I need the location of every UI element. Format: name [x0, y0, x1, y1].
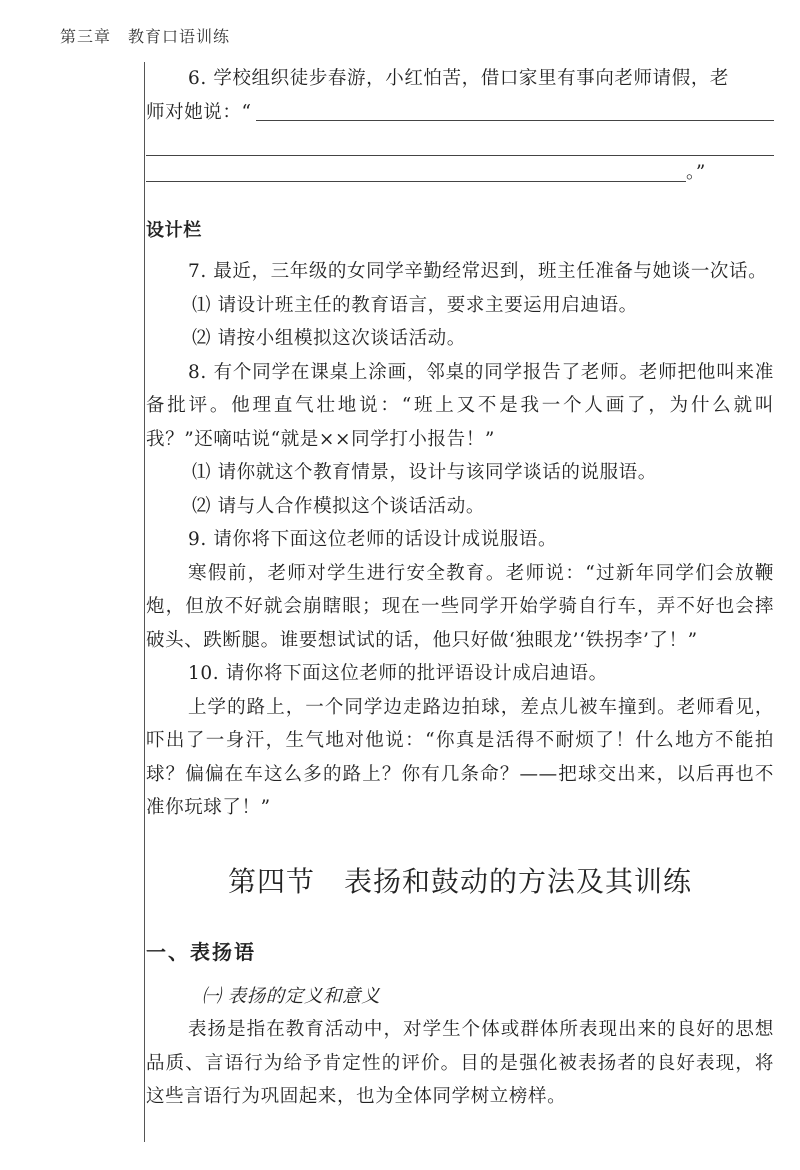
part-subheading: ㈠ 表扬的定义和意义	[202, 985, 381, 1007]
question-7: 7. 最近，三年级的女同学辛勤经常迟到，班主任准备与她谈一次话。	[188, 261, 768, 282]
question-6-closing: 。”	[686, 162, 706, 183]
question-7-sub1: ⑴ 请设计班主任的教育语言，要求主要运用启迪语。	[192, 294, 638, 316]
question-10: 10. 请你将下面这位老师的批评语设计成启迪语。	[188, 663, 608, 684]
question-6-line1: 6. 学校组织徒步春游，小红怕苦，借口家里有事向老师请假，老	[188, 68, 730, 89]
question-10-scenario: 上学的路上，一个同学边走路边拍球，差点儿被车撞到。老师看见，吓出了一身汗，生气地对他说：“你真是活得不耐烦了！什么地方不能拍球？偏偏在车这么多的路上？你有几条命？——把球交出来，以后再也不准你玩球了！”	[146, 696, 774, 818]
question-6-line4	[146, 156, 774, 190]
chapter-header: 第三章 教育口语训练	[60, 27, 231, 46]
question-9: 9. 请你将下面这位老师的话设计成说服语。	[188, 529, 558, 550]
part-body: 表扬是指在教育活动中，对学生个体或群体所表现出来的良好的思想品质、言语行为给予肯定性的评价。目的是强化被表扬者的良好表现，将这些言语行为巩固起来，也为全体同学树立榜样。	[146, 1019, 774, 1107]
question-8-sub2: ⑵ 请与人合作模拟这个谈话活动。	[192, 495, 485, 517]
page-content	[146, 62, 774, 1114]
answer-blank-2[interactable]	[146, 129, 774, 156]
question-8-sub1: ⑴ 请你就这个教育情景，设计与该同学谈话的说服语。	[192, 462, 657, 483]
left-margin-rule	[144, 62, 145, 1142]
question-7-sub2: ⑵ 请按小组模拟这次谈话活动。	[192, 328, 466, 349]
question-6-prefix: 师对她说：“	[146, 101, 252, 123]
part-heading: 一、表扬语	[146, 940, 256, 964]
answer-blank-1[interactable]	[256, 120, 774, 121]
question-9-scenario: 寒假前，老师对学生进行安全教育。老师说：“过新年同学们会放鞭炮，但放不好就会崩瞎眼；现在一些同学开始学骑自行车，弄不好也会摔破头、跌断腿。谁要想试试的话，他只好做‘独眼龙’‘铁拐李’了！”	[146, 562, 774, 651]
answer-blank-3[interactable]	[146, 181, 686, 182]
question-6-line2	[146, 96, 774, 130]
section-title: 第四节 表扬和鼓动的方法及其训练	[227, 864, 692, 898]
design-column-label: 设计栏	[146, 219, 202, 241]
question-8: 8. 有个同学在课桌上涂画，邻桌的同学报告了老师。老师把他叫来准备批评。他理直气壮地说：“班上又不是我一个人画了，为什么就叫我？”还嘀咕说“就是××同学打小报告！”	[146, 361, 774, 450]
